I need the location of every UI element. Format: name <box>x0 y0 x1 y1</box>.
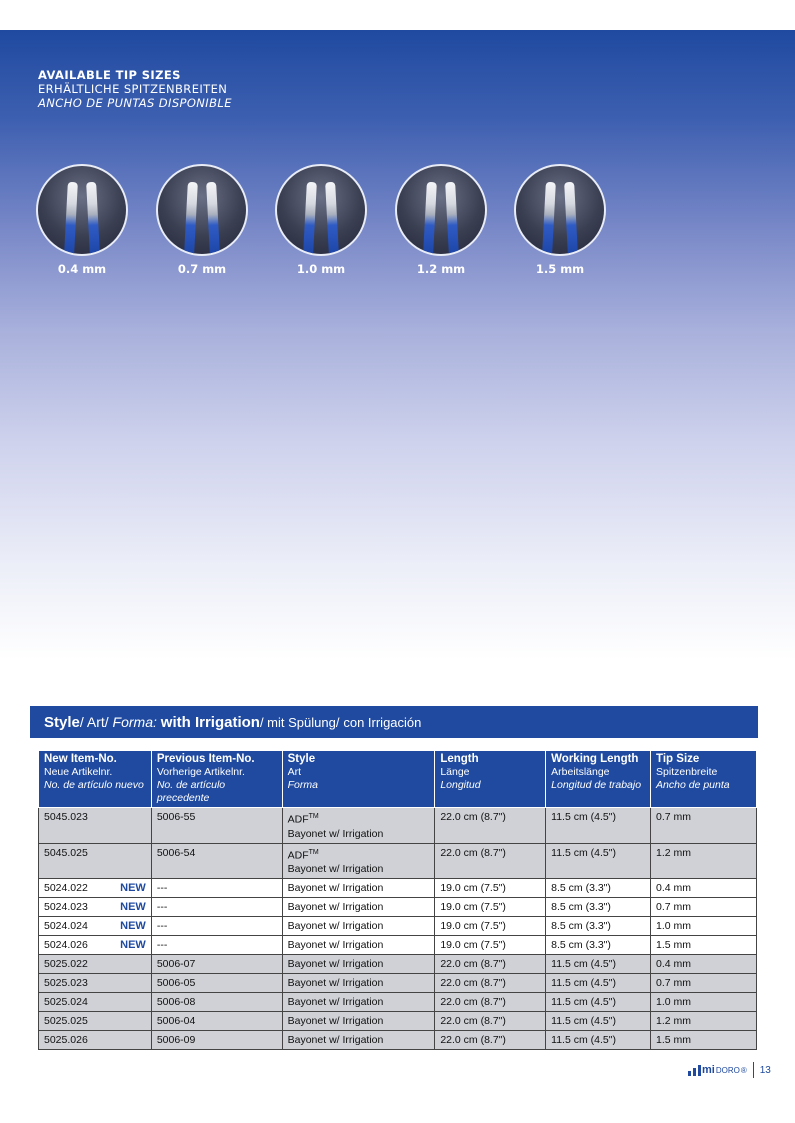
tip-photo-0-7 <box>156 164 248 276</box>
hero-gradient-panel <box>0 30 795 660</box>
cell-item: 5025.024 <box>39 993 152 1012</box>
cell-style: Bayonet w/ Irrigation <box>282 936 435 955</box>
cell-working: 11.5 cm (4.5") <box>546 955 651 974</box>
cell-working: 8.5 cm (3.3") <box>546 936 651 955</box>
cell-style: ADF™ Bayonet w/ Irrigation <box>282 843 435 879</box>
cell-item: 5024.023 NEW <box>39 898 152 917</box>
cell-prev: --- <box>151 917 282 936</box>
cell-tip: 1.2 mm <box>651 1012 757 1031</box>
cell-prev: --- <box>151 898 282 917</box>
new-badge: NEW <box>120 901 146 913</box>
header-style: Style Art Forma <box>282 751 435 808</box>
cell-tip: 1.0 mm <box>651 917 757 936</box>
cell-tip: 1.2 mm <box>651 843 757 879</box>
cell-item: 5024.024 NEW <box>39 917 152 936</box>
logo-text: DORO <box>715 1065 740 1075</box>
table-row <box>39 898 757 917</box>
cell-working: 11.5 cm (4.5") <box>546 1012 651 1031</box>
page-footer <box>688 1062 771 1078</box>
tip-sizes-heading-es: ANCHO DE PUNTAS DISPONIBLE <box>38 96 232 110</box>
table-row <box>39 936 757 955</box>
cell-prev: 5006-08 <box>151 993 282 1012</box>
cell-length: 22.0 cm (8.7") <box>435 843 546 879</box>
cell-style: ADF™ Bayonet w/ Irrigation <box>282 808 435 844</box>
cell-style: Bayonet w/ Irrigation <box>282 1012 435 1031</box>
cell-working: 11.5 cm (4.5") <box>546 808 651 844</box>
header-tip-size: Tip Size Spitzenbreite Ancho de punta <box>651 751 757 808</box>
cell-tip: 0.4 mm <box>651 879 757 898</box>
cell-style: Bayonet w/ Irrigation <box>282 993 435 1012</box>
cell-tip: 0.7 mm <box>651 974 757 993</box>
new-badge: NEW <box>120 882 146 894</box>
tip-label: 0.4 mm <box>57 262 107 276</box>
cell-length: 19.0 cm (7.5") <box>435 879 546 898</box>
tip-sizes-heading-en: AVAILABLE TIP SIZES <box>38 68 181 82</box>
cell-style: Bayonet w/ Irrigation <box>282 1031 435 1050</box>
table-row <box>39 974 757 993</box>
cell-prev: 5006-05 <box>151 974 282 993</box>
tip-image <box>275 164 367 256</box>
cell-prev: 5006-09 <box>151 1031 282 1050</box>
cell-item: 5024.026 NEW <box>39 936 152 955</box>
cell-working: 8.5 cm (3.3") <box>546 917 651 936</box>
table-header-row <box>39 751 757 808</box>
cell-working: 8.5 cm (3.3") <box>546 898 651 917</box>
banner-style-en: Style <box>44 714 80 731</box>
new-badge: NEW <box>120 920 146 932</box>
banner-with-de: / mit Spülung/ <box>259 715 340 730</box>
tip-image <box>395 164 487 256</box>
cell-prev: 5006-04 <box>151 1012 282 1031</box>
cell-item: 5025.025 <box>39 1012 152 1031</box>
cell-working: 11.5 cm (4.5") <box>546 993 651 1012</box>
cell-prev: 5006-54 <box>151 843 282 879</box>
banner-style-de: / Art/ <box>79 714 109 730</box>
tip-photo-1-5 <box>514 164 606 276</box>
banner-with-es: con Irrigación <box>343 715 422 730</box>
cell-tip: 0.7 mm <box>651 898 757 917</box>
tip-image <box>36 164 128 256</box>
cell-length: 22.0 cm (8.7") <box>435 808 546 844</box>
cell-prev: 5006-55 <box>151 808 282 844</box>
cell-length: 22.0 cm (8.7") <box>435 993 546 1012</box>
product-spec-table <box>38 750 757 1050</box>
cell-style: Bayonet w/ Irrigation <box>282 898 435 917</box>
tip-label: 1.5 mm <box>535 262 585 276</box>
tip-label: 1.0 mm <box>296 262 346 276</box>
cell-item: 5025.026 <box>39 1031 152 1050</box>
table-row <box>39 879 757 898</box>
cell-style: Bayonet w/ Irrigation <box>282 974 435 993</box>
tip-photo-1-0 <box>275 164 367 276</box>
cell-item: 5045.025 <box>39 843 152 879</box>
cell-style: Bayonet w/ Irrigation <box>282 955 435 974</box>
cell-length: 22.0 cm (8.7") <box>435 974 546 993</box>
cell-item: 5025.023 <box>39 974 152 993</box>
table-row <box>39 955 757 974</box>
cell-item: 5025.022 <box>39 955 152 974</box>
cell-prev: 5006-07 <box>151 955 282 974</box>
cell-length: 19.0 cm (7.5") <box>435 936 546 955</box>
tip-photo-0-4 <box>36 164 128 276</box>
tip-sizes-heading-de: ERHÄLTLICHE SPITZENBREITEN <box>38 82 228 96</box>
tip-sizes-heading <box>38 68 232 110</box>
banner-style-es: Forma: <box>112 714 157 730</box>
cell-style: Bayonet w/ Irrigation <box>282 879 435 898</box>
cell-item: 5024.022 NEW <box>39 879 152 898</box>
table-row <box>39 843 757 879</box>
table-row <box>39 808 757 844</box>
cell-tip: 1.5 mm <box>651 1031 757 1050</box>
midoro-logo-icon <box>688 1064 702 1076</box>
header-length: Length Länge Longitud <box>435 751 546 808</box>
tip-label: 0.7 mm <box>177 262 227 276</box>
cell-tip: 0.4 mm <box>651 955 757 974</box>
table-row <box>39 917 757 936</box>
page-number: 13 <box>759 1064 771 1076</box>
cell-length: 19.0 cm (7.5") <box>435 917 546 936</box>
cell-prev: --- <box>151 936 282 955</box>
cell-item: 5045.023 <box>39 808 152 844</box>
cell-style: Bayonet w/ Irrigation <box>282 917 435 936</box>
cell-working: 11.5 cm (4.5") <box>546 843 651 879</box>
header-new-item: New Item-No. Neue Artikelnr. No. de artículo nuevo <box>39 751 152 808</box>
table-row <box>39 993 757 1012</box>
new-badge: NEW <box>120 939 146 951</box>
cell-working: 11.5 cm (4.5") <box>546 974 651 993</box>
cell-working: 8.5 cm (3.3") <box>546 879 651 898</box>
header-previous-item: Previous Item-No. Vorherige Artikelnr. No. de artículo precedente <box>151 751 282 808</box>
cell-tip: 1.0 mm <box>651 993 757 1012</box>
tip-photo-1-2 <box>395 164 487 276</box>
cell-tip: 1.5 mm <box>651 936 757 955</box>
header-working-length: Working Length Arbeitslänge Longitud de trabajo <box>546 751 651 808</box>
tip-label: 1.2 mm <box>416 262 466 276</box>
style-banner <box>30 706 758 738</box>
cell-length: 19.0 cm (7.5") <box>435 898 546 917</box>
table-row <box>39 1012 757 1031</box>
cell-working: 11.5 cm (4.5") <box>546 1031 651 1050</box>
tip-image <box>514 164 606 256</box>
cell-prev: --- <box>151 879 282 898</box>
logo-mark: mi <box>702 1064 715 1076</box>
logo-reg: ® <box>740 1065 747 1075</box>
cell-length: 22.0 cm (8.7") <box>435 1012 546 1031</box>
footer-divider <box>753 1062 754 1078</box>
cell-length: 22.0 cm (8.7") <box>435 955 546 974</box>
table-row <box>39 1031 757 1050</box>
cell-length: 22.0 cm (8.7") <box>435 1031 546 1050</box>
tip-image <box>156 164 248 256</box>
cell-tip: 0.7 mm <box>651 808 757 844</box>
banner-with-en: with Irrigation <box>160 714 260 731</box>
